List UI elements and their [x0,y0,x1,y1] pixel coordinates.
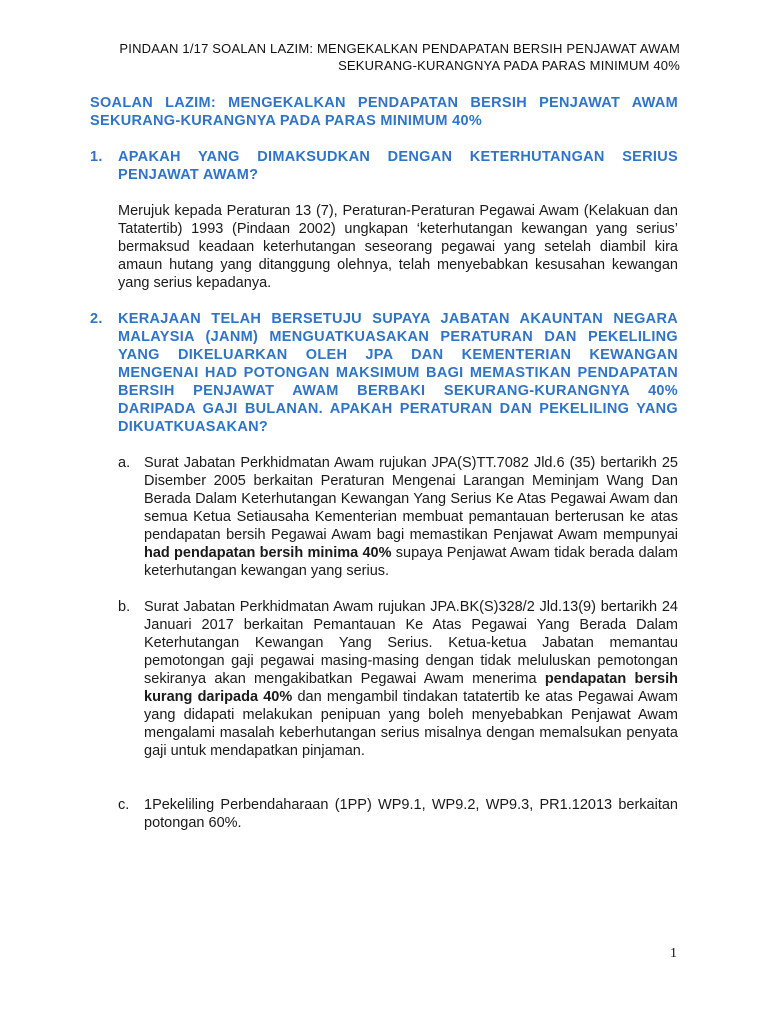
list-item [118,796,678,832]
header-line-1: PINDAAN 1/17 SOALAN LAZIM: MENGEKALKAN PENDAPATAN BERSIH PENJAWAT AWAM [119,41,680,56]
question-text: APAKAH YANG DIMAKSUDKAN DENGAN KETERHUTANGAN SERIUS PENJAWAT AWAM? [118,149,678,183]
running-header [119,40,680,74]
item-text-part: dan mengambil tindakan tatatertib ke atas Pegawai Awam yang didapati melakukan penipuan yang boleh menyebabkan Penjawat Awam mengalami masalah keberhutangan serius misalnya dengan memalsukan penyata gaji untuk mendapatkan pinjaman. [144,689,679,759]
item-text-part: 1Pekeliling Perbendaharaan (1PP) WP9.1, WP9.2, WP9.3, PR1.12013 berkaitan potongan 60%. [144,797,678,831]
page-number: 1 [670,946,677,961]
item-text-part: Surat Jabatan Perkhidmatan Awam rujukan JPA.BK(S)328/2 Jld.13(9) bertarikh 24 Januari 2017 berkaitan Pemantauan Ke Atas Pegawai Yang Berada Dalam Keterhutangan Kewangan Yang Serius. Ketua-ketua Jabatan memantau pemotongan gaji pegawai masing-masing dengan tidak meluluskan pemotongan sekiranya akan mengakibatkan Pegawai Awam menerima [144,599,678,687]
question-2-heading [90,310,678,436]
question-1-answer: Merujuk kepada Peraturan 13 (7), Peraturan-Peraturan Pegawai Awam (Kelakuan dan Tatatertib) 1993 (Pindaan 2002) ungkapan ‘keterhutangan kewangan yang serius’ bermaksud keadaan keterhutangan seseorang pegawai yang setelah diambil kira amaun hutang yang ditanggung olehnya, telah menyebabkan kesusahan kewangan yang serius kepadanya. [118,203,678,291]
header-line-2: SEKURANG-KURANGNYA PADA PARAS MINIMUM 40% [338,58,680,73]
item-text-part: Surat Jabatan Perkhidmatan Awam rujukan JPA(S)TT.7082 Jld.6 (35) bertarikh 25 Disember 2005 berkaitan Peraturan Mengenai Larangan Meminjam Wang Dan Berada Dalam Keterhutangan Kewangan Yang Serius Ke Atas Pegawai Awam dan semua Ketua Setiausaha Kementerian membuat pemantauan berterusan ke atas pendapatan bersih Pegawai Awam bagi memastikan Penjawat Awam mempunyai [144,455,678,543]
item-text [144,598,678,760]
item-text [144,454,678,580]
question-number: 1. [90,149,103,165]
item-text-part: supaya Penjawat Awam tidak berada dalam keterhutangan kewangan yang serius. [144,545,678,579]
item-text-emphasis: pendapatan bersih kurang daripada 40% [144,671,678,705]
question-text: KERAJAAN TELAH BERSETUJU SUPAYA JABATAN AKAUNTAN NEGARA MALAYSIA (JANM) MENGUATKUASAKAN PERATURAN DAN PEKELILING YANG DIKELUARKAN OLEH JPA DAN KEMENTERIAN KEWANGAN MENGENAI HAD POTONGAN MAKSIMUM BAGI MEMASTIKAN PENDAPATAN BERSIH PENJAWAT AWAM BERBAKI SEKURANG-KURANGNYA 40% DARIPADA GAJI BULANAN. APAKAH PERATURAN DAN PEKELILING YANG DIKUATKUASAKAN? [118,311,678,435]
item-label: c. [118,797,130,813]
question-1-heading [90,148,678,184]
item-label: b. [118,599,131,615]
list-item [118,598,678,760]
question-number: 2. [90,311,103,327]
item-label: a. [118,455,131,471]
item-text-emphasis: had pendapatan bersih minima 40% [144,545,392,561]
item-text [144,796,678,832]
list-item [118,454,678,580]
document-title: SOALAN LAZIM: MENGEKALKAN PENDAPATAN BERSIH PENJAWAT AWAM SEKURANG-KURANGNYA PADA PARAS MINIMUM 40% [90,95,678,129]
